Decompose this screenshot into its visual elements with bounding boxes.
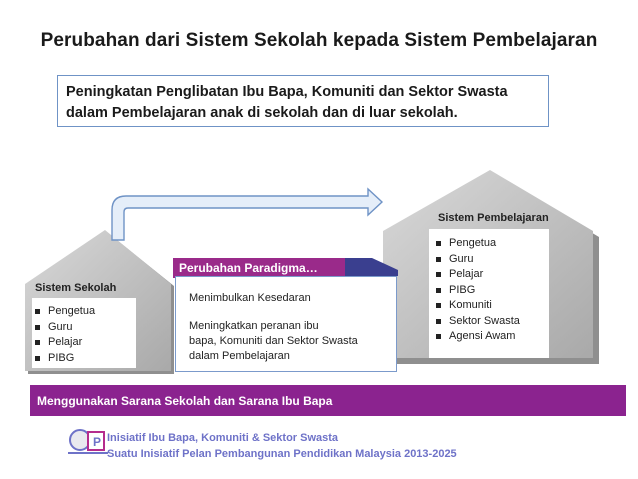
callout-line-1: Peningkatan Penglibatan Ibu Bapa, Komuniti dan Sektor Swasta xyxy=(66,84,508,100)
bullet-square-icon xyxy=(35,356,40,361)
paradigma-point-2-line-2: bapa, Komuniti dan Sektor Swasta xyxy=(189,335,358,347)
sekolah-item xyxy=(35,320,95,336)
paradigma-point-1: Menimbulkan Kesedaran xyxy=(189,292,311,304)
svg-text:P: P xyxy=(93,435,102,449)
pembelajaran-item-label: Pelajar xyxy=(449,268,484,280)
paradigma-point-2-line-3: dalam Pembelajaran xyxy=(189,350,290,362)
sistem-sekolah-list xyxy=(35,304,95,366)
pembelajaran-item xyxy=(436,283,520,299)
pembelajaran-item xyxy=(436,314,520,330)
pembelajaran-item xyxy=(436,329,520,345)
pembelajaran-item-label: Komuniti xyxy=(449,299,492,311)
pembelajaran-item xyxy=(436,236,520,252)
pembelajaran-item-label: PIBG xyxy=(449,283,476,296)
bullet-square-icon xyxy=(436,303,441,308)
sekolah-item xyxy=(35,335,95,351)
paradigma-point-2-line-1: Meningkatkan peranan ibu xyxy=(189,320,319,332)
pembelajaran-item xyxy=(436,298,520,314)
paradigma-box xyxy=(175,276,397,372)
bullet-square-icon xyxy=(436,257,441,262)
bullet-square-icon xyxy=(35,325,40,330)
footer-line-1: Inisiatif Ibu Bapa, Komuniti & Sektor Swasta xyxy=(107,432,339,444)
pembelajaran-item xyxy=(436,267,520,283)
bullet-square-icon xyxy=(436,272,441,277)
pembelajaran-item xyxy=(436,252,520,268)
sekolah-item-label: Pengetua xyxy=(48,305,96,317)
ppm-logo-icon xyxy=(68,430,108,454)
pembelajaran-item-label: Agensi Awam xyxy=(449,330,516,342)
sekolah-item-label: Pelajar xyxy=(48,336,83,348)
sekolah-item-label: PIBG xyxy=(48,351,75,364)
pembelajaran-item-label: Sektor Swasta xyxy=(449,314,520,327)
pembelajaran-item-label: Guru xyxy=(449,252,474,265)
sistem-pembelajaran-label: Sistem Pembelajaran xyxy=(438,212,549,224)
sekolah-item-label: Guru xyxy=(48,320,73,333)
footer-line-2: Suatu Inisiatif Pelan Pembangunan Pendidikan Malaysia 2013-2025 xyxy=(107,448,457,460)
paradigma-header: Perubahan Paradigma… xyxy=(173,258,345,278)
bullet-square-icon xyxy=(436,334,441,339)
callout-line-2: dalam Pembelajaran anak di sekolah dan di luar sekolah. xyxy=(66,105,458,121)
paradigma-point-2 xyxy=(189,319,389,364)
sekolah-item xyxy=(35,351,95,367)
bullet-square-icon xyxy=(436,288,441,293)
bullet-square-icon xyxy=(35,340,40,345)
bent-arrow xyxy=(112,189,382,240)
page-title: Perubahan dari Sistem Sekolah kepada Sistem Pembelajaran xyxy=(40,30,598,51)
sistem-sekolah-label: Sistem Sekolah xyxy=(35,282,117,294)
bullet-square-icon xyxy=(35,309,40,314)
sekolah-item xyxy=(35,304,95,320)
sistem-pembelajaran-list xyxy=(436,236,520,345)
sarana-bar: Menggunakan Sarana Sekolah dan Sarana Ibu Bapa xyxy=(30,385,626,416)
pembelajaran-item-label: Pengetua xyxy=(449,237,497,249)
bullet-square-icon xyxy=(436,241,441,246)
bullet-square-icon xyxy=(436,319,441,324)
